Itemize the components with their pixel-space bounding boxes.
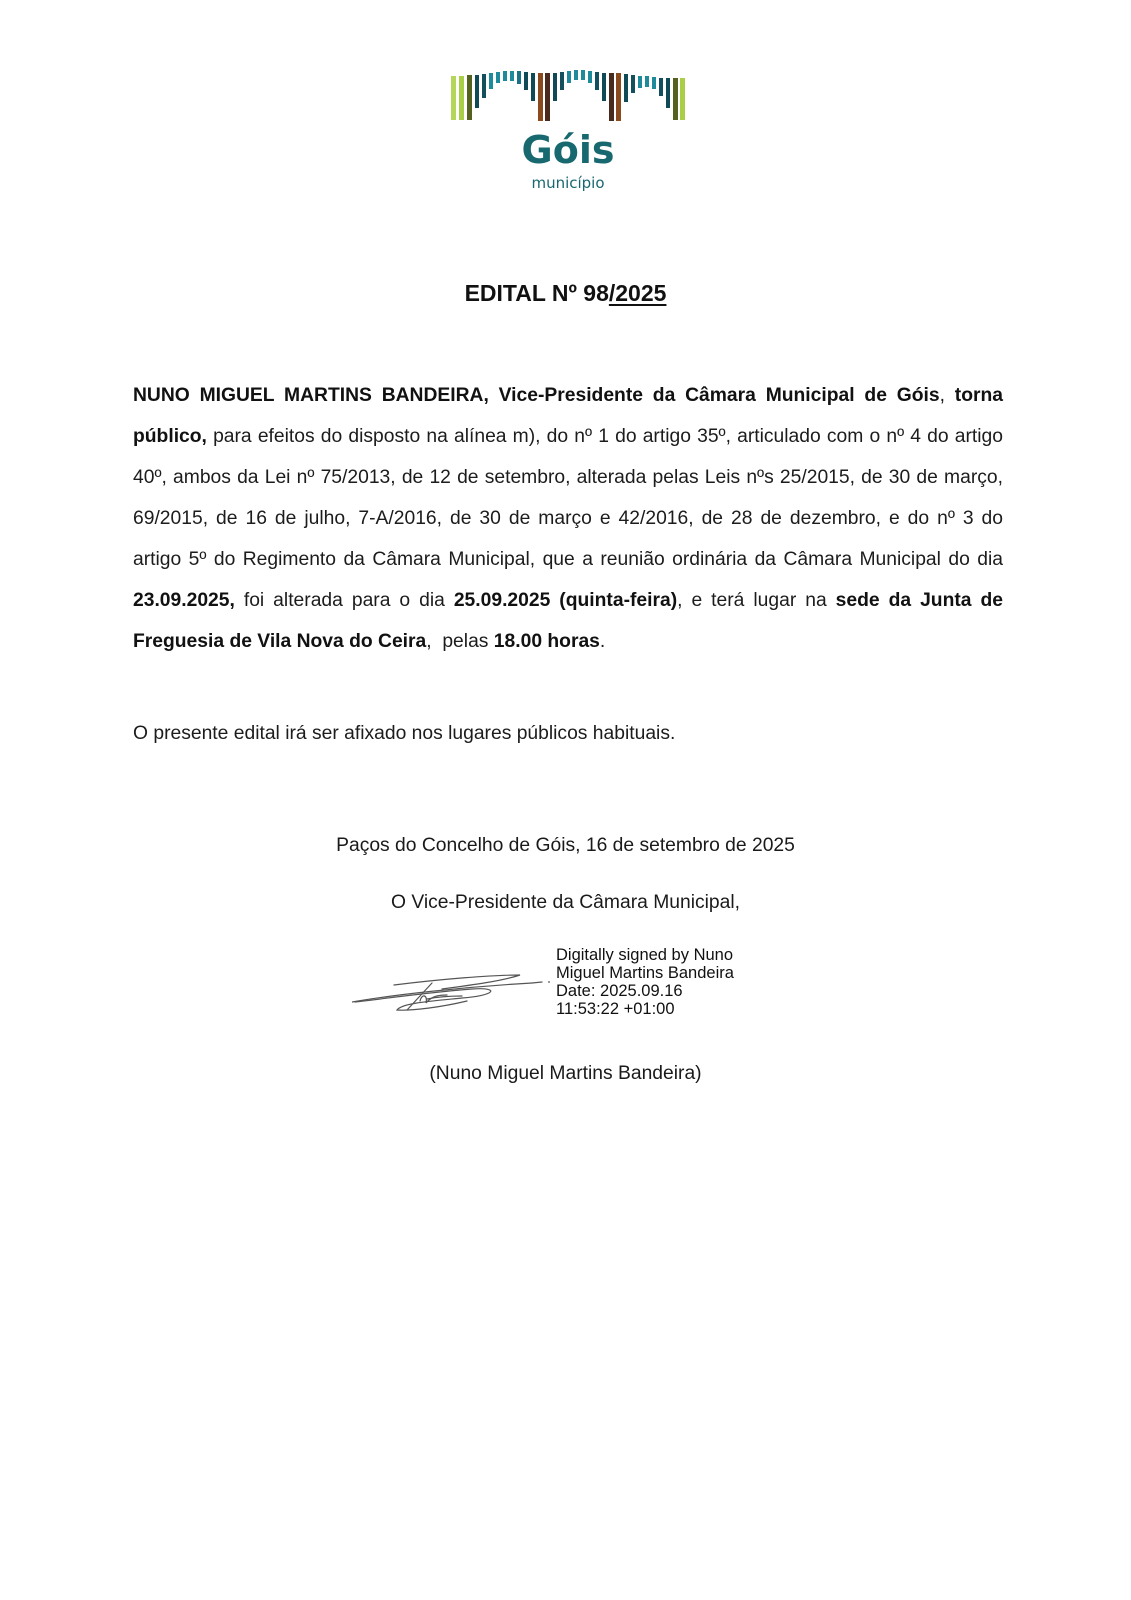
logo-name: Góis	[521, 128, 615, 172]
meeting-time: 18.00 horas	[493, 631, 600, 652]
digital-signature-info	[556, 946, 734, 1018]
issuer-name: NUNO MIGUEL MARTINS BANDEIRA, Vice-Presidente da Câmara Municipal de Góis	[133, 385, 940, 406]
place-and-date: Paços do Concelho de Góis, 16 de setembro de 2025	[336, 835, 795, 856]
signature-date: Date: 2025.09.16	[556, 982, 683, 1000]
text-segment: ,	[939, 385, 955, 406]
document-title	[0, 280, 1131, 307]
signer-name: (Nuno Miguel Martins Bandeira)	[429, 1063, 702, 1084]
text-segment: .	[599, 631, 606, 652]
posting-note: O presente edital irá ser afixado nos lugares públicos habituais.	[133, 723, 676, 744]
signature-line: Digitally signed by Nuno	[556, 946, 734, 964]
logo-subtitle: município	[531, 174, 605, 192]
signature-line: Miguel Martins Bandeira	[556, 964, 734, 982]
signature-time: 11:53:22 +01:00	[556, 1000, 675, 1018]
text-segment: , pelas	[426, 631, 494, 652]
title-year: /2025	[608, 280, 667, 306]
original-date: 23.09.2025,	[133, 590, 235, 611]
text-segment-bold: torna público,	[133, 385, 1003, 447]
meeting-location: sede da Junta de Freguesia de Vila Nova do Ceira	[133, 590, 1003, 652]
legal-basis-text: para efeitos do disposto na alínea m), do nº 1 do artigo 35º, articulado com o nº 4 do artigo 40º, ambos da Lei nº 75/2013, de 12 de setembro, alterada pelas Leis nºs 25/2015, de 30 de março, 69/2015, de 16 de julho, 7-A/2016, de 30 de março e 42/2016, de 28 de dezembro, e do nº 3 do artigo 5º do Regimento da Câmara Municipal, que a reunião ordinária da Câmara Municipal do dia	[133, 426, 1003, 570]
text-segment: , e terá lugar na	[677, 590, 836, 611]
main-paragraph	[133, 375, 1003, 662]
handwritten-signature-icon	[352, 965, 552, 1020]
bridge-arches-icon	[448, 66, 688, 126]
new-date: 25.09.2025 (quinta-feira)	[453, 590, 678, 611]
text-segment: foi alterada para o dia	[234, 590, 454, 611]
title-prefix: EDITAL Nº 98	[464, 280, 609, 306]
gois-municipality-logo	[448, 66, 688, 196]
signer-role: O Vice-Presidente da Câmara Municipal,	[390, 892, 740, 913]
